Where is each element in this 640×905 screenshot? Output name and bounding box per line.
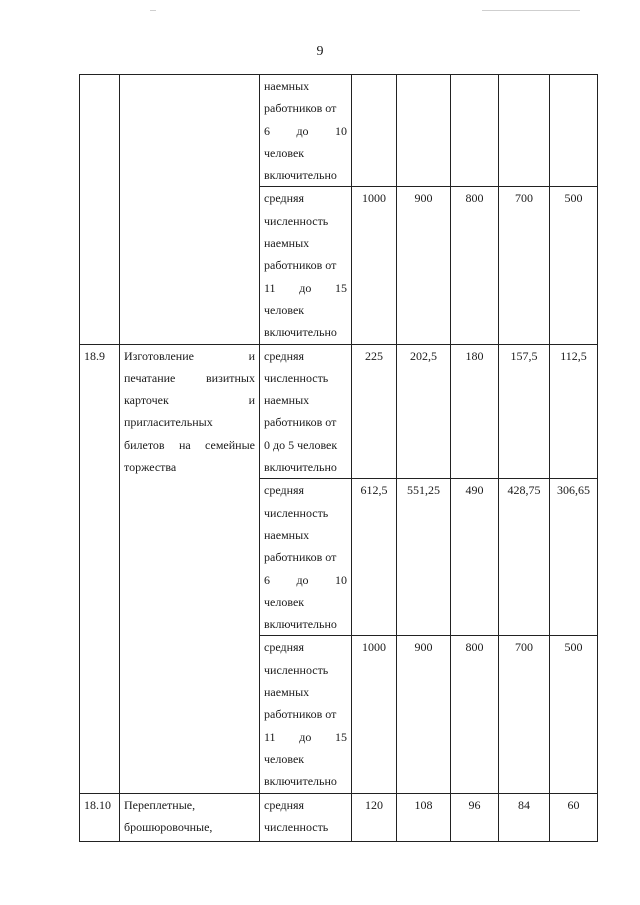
value-cell [499,75,550,187]
value-cell: 60 [550,793,598,841]
value-cell [352,75,397,187]
condition-cell: средняя численность наемных работников от 11 до 15 человек включительно [260,187,352,344]
value-cell [550,75,598,187]
value-cell: 500 [550,187,598,344]
row-number-cell: 18.9 [80,344,120,793]
scan-mark-right [482,10,580,11]
value-cell: 112,5 [550,344,598,479]
condition-cell: средняя численность [260,793,352,841]
value-cell: 84 [499,793,550,841]
value-cell: 157,5 [499,344,550,479]
row-number-cell [80,75,120,345]
value-cell: 490 [451,479,499,636]
value-cell: 551,25 [397,479,451,636]
value-cell: 225 [352,344,397,479]
value-cell: 700 [499,187,550,344]
table-row [80,344,598,479]
value-cell: 1000 [352,636,397,793]
row-number-cell: 18.10 [80,793,120,841]
description-cell: Изготовление и печатание визитных карточек и пригласительных билетов на семейные торжества [120,344,260,793]
value-cell: 306,65 [550,479,598,636]
value-cell: 108 [397,793,451,841]
value-cell: 120 [352,793,397,841]
value-cell: 900 [397,636,451,793]
value-cell: 612,5 [352,479,397,636]
page-number: 9 [316,44,324,59]
condition-cell: наемных работников от 6 до 10 человек включительно [260,75,352,187]
value-cell: 800 [451,187,499,344]
value-cell: 1000 [352,187,397,344]
table-row [80,75,598,187]
table-row [80,793,598,841]
value-cell: 900 [397,187,451,344]
value-cell: 700 [499,636,550,793]
value-cell: 96 [451,793,499,841]
condition-cell: средняя численность наемных работников от 6 до 10 человек включительно [260,479,352,636]
tariff-table [79,74,598,842]
condition-cell: средняя численность наемных работников от 0 до 5 человек включительно [260,344,352,479]
value-cell: 800 [451,636,499,793]
value-cell: 500 [550,636,598,793]
condition-cell: средняя численность наемных работников от 11 до 15 человек включительно [260,636,352,793]
value-cell [397,75,451,187]
value-cell: 202,5 [397,344,451,479]
description-cell: Переплетные, брошюровочные, [120,793,260,841]
value-cell: 180 [451,344,499,479]
value-cell: 428,75 [499,479,550,636]
description-cell [120,75,260,345]
value-cell [451,75,499,187]
scan-mark-left [150,10,156,11]
